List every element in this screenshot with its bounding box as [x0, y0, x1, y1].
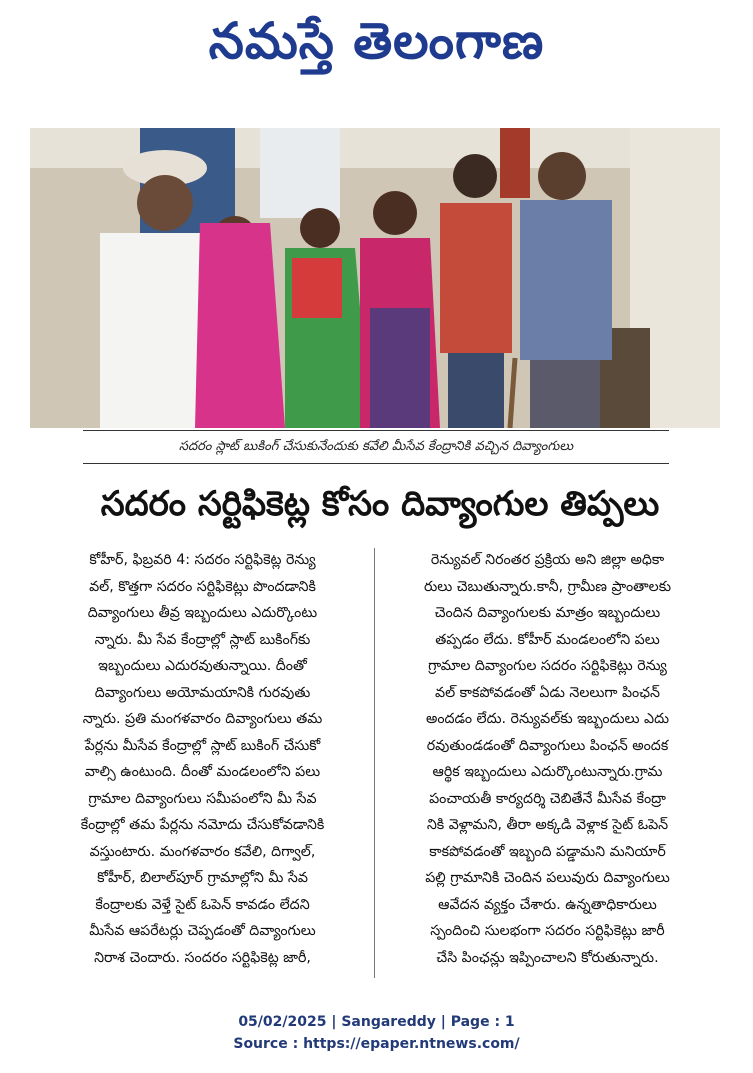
article-line: కోహీర్, ఫిబ్రవరి 4: సదరం సర్టిఫికెట్ల రెన్యు: [89, 552, 316, 568]
article-headline: సదరం సర్టిఫికెట్ల కోసం దివ్యాంగుల తిప్పలు: [100, 484, 660, 524]
article-line: అందడం లేదు. రెన్యువల్‌కు ఇబ్బందులు ఎదు: [425, 711, 670, 727]
article-line: పల్లి గ్రామానికి చెందిన పలువురు దివ్యాంగులు: [425, 870, 670, 886]
photo-caption: సదరం స్లాట్ బుకింగ్ చేసుకునేందుకు కవేలి మీసేవ కేంద్రానికి వచ్చిన దివ్యాంగులు: [178, 439, 574, 454]
article-line: నిరాశ చెందారు. సందరం సర్టిఫికెట్ల జారీ,: [94, 949, 311, 966]
article-line: కోహీర్, బిలాల్‌పూర్ గ్రామాల్లోని మీ సేవ: [97, 870, 308, 886]
article-line: కాకపోవడంతో ఇబ్బంది పడ్డామని మనియార్: [429, 843, 666, 860]
article-left-column: [40, 547, 365, 977]
article-line: కేంద్రాలకు వెళ్తే సైట్ ఓపెన్ కావడం లేదని: [95, 896, 310, 913]
article-line: రెన్యువల్ నిరంతర ప్రక్రియ అని జిల్లా అధికా: [430, 552, 665, 568]
article-line: పేర్లను మీసేవ కేంద్రాల్లో స్లాట్ బుకింగ్ చేసుకో: [84, 737, 321, 754]
article-line: దివ్యాంగులు అయోమయానికి గురవుతు: [94, 684, 311, 701]
article-line: చెందిన దివ్యాంగులకు మాత్రం ఇబ్బందులు: [434, 605, 661, 621]
footer-date-page: 05/02/2025 | Sangareddy | Page : 1: [238, 1014, 515, 1030]
article-line: గ్రామాల దివ్యాంగులు సమీపంలోని మీ సేవ: [88, 790, 317, 807]
article-line: పంచాయతీ కార్యదర్శి చెబితేనే మీసేవ కేంద్రా: [429, 790, 666, 807]
article-line: న్నారు. మీ సేవ కేంద్రాల్లో స్లాట్ బుకింగ్‌కు: [94, 631, 311, 648]
footer-source: Source : https://epaper.ntnews.com/: [233, 1036, 520, 1052]
article-line: తప్పడం లేదు. కోహీర్ మండలంలోని పలు: [435, 631, 660, 648]
article-line: ఆర్థిక ఇబ్బందులు ఎదుర్కొంటున్నారు.గ్రామ: [432, 764, 663, 780]
article-right-column: [385, 547, 710, 977]
article-line: న్నారు. ప్రతి మంగళవారం దివ్యాంగులు తమ: [82, 711, 323, 727]
article-line: వల్ కాకపోవడంతో ఏడు నెలలుగా పింఛన్: [435, 684, 660, 701]
article-line: దివ్యాంగులు తీవ్ర ఇబ్బందులు ఎదుర్కొంటు: [87, 605, 318, 621]
newspaper-masthead: [0, 6, 753, 76]
article-line: వస్తుంటారు. మంగళవారం కవేలి, దిగ్వాల్,: [89, 843, 316, 860]
article-line: మీసేవ ఆపరేటర్లు చెప్పడంతో దివ్యాంగులు: [89, 923, 316, 939]
article-line: కేంద్రాల్లో తమ పేర్లను నమోదు చేసుకోవడానికి: [80, 817, 325, 833]
masthead-title: నమస్తే తెలంగాణ: [208, 12, 545, 70]
article-line: వాల్సి ఉంటుంది. దీంతో మండలంలోని పలు: [84, 764, 321, 780]
article-line: చేసి పింఛన్లు ఇప్పించాలని కోరుతున్నారు.: [436, 949, 659, 966]
column-divider: [374, 548, 375, 978]
article-line: రులు చెబుతున్నారు.కానీ, గ్రామీణ ప్రాంతాలకు: [423, 578, 672, 595]
photo-caption-box: [83, 430, 669, 464]
news-photo: [30, 128, 720, 428]
article-line: గ్రామాల దివ్యాంగుల సదరం సర్టిఫికెట్లు రెన్యు: [428, 658, 667, 674]
article-line: ఆవేదన వ్యక్తం చేశారు. ఉన్నతాధికారులు: [438, 896, 657, 913]
article-line: నికి వెళ్లామని, తీరా అక్కడి వెళ్లాక సైట్ ఓపెన్: [426, 817, 669, 833]
article-line: వల్, కొత్తగా సదరం సర్టిఫికెట్లు పొందడానికి: [89, 578, 316, 595]
article-line: ఇబ్బందులు ఎదురవుతున్నాయి. దీంతో: [98, 658, 307, 674]
article-line: స్పందించి సులభంగా సదరం సర్టిఫికెట్లు జారీ: [430, 923, 665, 939]
article-line: రవుతుండడంతో దివ్యాంగులు పింఛన్ అందక: [426, 737, 669, 754]
